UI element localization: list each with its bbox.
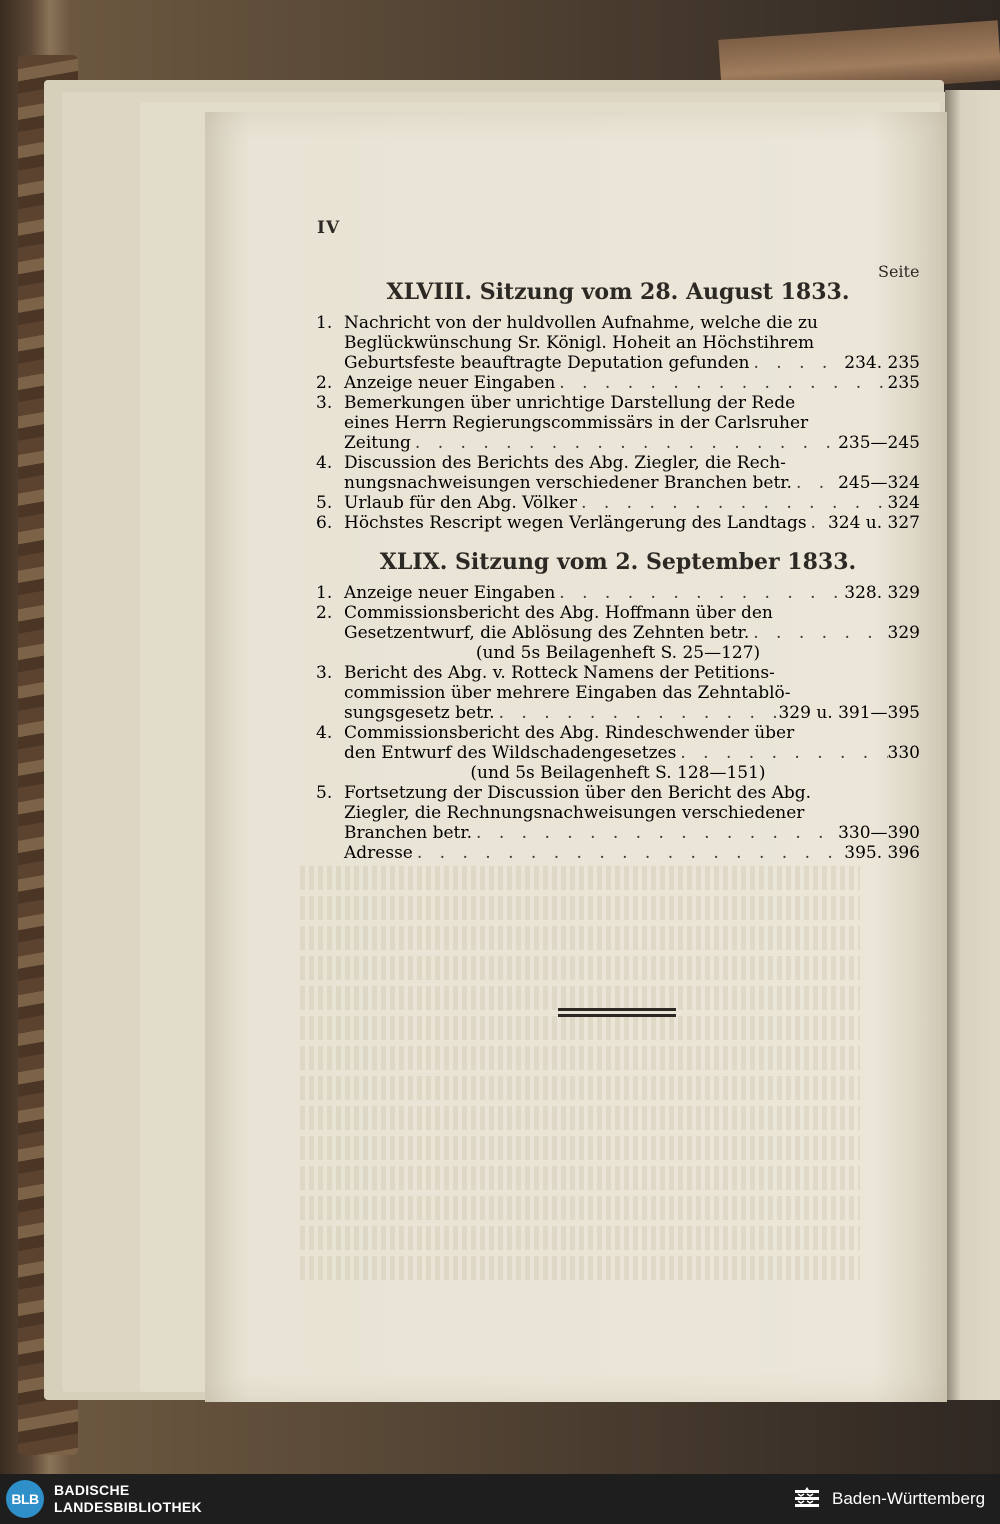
entry-text: Ziegler, die Rechnungsnachweisungen verschiedener xyxy=(344,803,805,823)
bw-lions-logo-icon xyxy=(792,1484,822,1514)
entry-text: den Entwurf des Wildschadengesetzes xyxy=(344,743,677,763)
entry-text: commission über mehrere Eingaben das Zehntablö- xyxy=(344,683,791,703)
session-heading: XLIX. Sitzung vom 2. September 1833. xyxy=(379,549,857,575)
toc-entry xyxy=(316,723,920,783)
blb-logo[interactable]: BLB xyxy=(6,1480,44,1518)
entry-text: sungsgesetz betr. xyxy=(344,703,495,723)
entry-number: 6. xyxy=(316,513,333,533)
entry-number: 3. xyxy=(316,393,333,413)
leader-dots xyxy=(750,353,845,373)
page-folio: IV xyxy=(317,218,341,238)
entry-number: 2. xyxy=(316,373,333,393)
bw-name[interactable]: Baden-Württemberg xyxy=(832,1489,986,1508)
page-reference: 245—324 xyxy=(838,473,920,493)
leader-dots xyxy=(495,703,779,723)
page-reference: 235—245 xyxy=(838,433,920,453)
toc-entry xyxy=(316,513,920,533)
toc-entry xyxy=(316,583,920,603)
entry-text: Branchen betr. xyxy=(344,823,473,843)
entry-text: Beglückwünschung Sr. Königl. Hoheit an Höchstihrem xyxy=(344,333,815,353)
page-reference: 330—390 xyxy=(838,823,920,843)
entry-number: 5. xyxy=(316,783,333,803)
blb-name-line1: BADISCHE xyxy=(54,1482,130,1498)
entry-text: Bemerkungen über unrichtige Darstellung der Rede xyxy=(344,393,796,413)
toc-entry xyxy=(316,373,920,393)
entry-text: Bericht des Abg. v. Rotteck Namens der Petitions- xyxy=(344,663,775,683)
leader-dots xyxy=(749,623,887,643)
entry-number: 1. xyxy=(316,313,333,333)
supplement-note: (und 5s Beilagenheft S. 25—127) xyxy=(475,643,761,663)
session-entries xyxy=(316,313,920,533)
blb-name[interactable] xyxy=(54,1482,202,1516)
closing-rule xyxy=(558,1008,676,1011)
toc-entry xyxy=(316,603,920,663)
entry-text: Höchstes Rescript wegen Verlängerung des Landtags xyxy=(344,513,807,533)
entry-text: Gesetzentwurf, die Ablösung des Zehnten betr. xyxy=(344,623,750,643)
entry-text: Urlaub für den Abg. Völker xyxy=(344,493,578,513)
page-reference: 328. 329 xyxy=(844,583,920,603)
toc-entry xyxy=(316,493,920,513)
entry-text: Anzeige neuer Eingaben xyxy=(344,373,556,393)
leader-dots xyxy=(807,513,828,533)
entry-text: Adresse xyxy=(344,843,413,863)
entry-number: 4. xyxy=(316,453,333,473)
session-entries xyxy=(316,583,920,863)
entry-text: Anzeige neuer Eingaben xyxy=(344,583,556,603)
entry-number: 1. xyxy=(316,583,333,603)
entry-text: eines Herrn Regierungscommissärs in der Carlsruher xyxy=(344,413,809,433)
closing-rule xyxy=(558,1014,676,1017)
page-reference: 329 xyxy=(887,623,920,643)
page-reference: 234. 235 xyxy=(844,353,920,373)
entry-text: Geburtsfeste beauftragte Deputation gefunden xyxy=(344,353,750,373)
toc-entry xyxy=(316,453,920,493)
blb-name-line2: LANDESBIBLIOTHEK xyxy=(54,1499,202,1515)
entry-number: 3. xyxy=(316,663,333,683)
entry-text: Discussion des Berichts des Abg. Ziegler, die Rech- xyxy=(344,453,786,473)
page-reference: 324 u. 327 xyxy=(827,513,920,533)
toc-entry xyxy=(316,393,920,453)
page-reference: 324 xyxy=(887,493,920,513)
page-reference: 330 xyxy=(887,743,920,763)
leader-dots xyxy=(555,583,844,603)
entry-number: 4. xyxy=(316,723,333,743)
entry-text: Commissionsbericht des Abg. Rindeschwender über xyxy=(344,723,795,743)
facing-page-edge xyxy=(945,90,1000,1400)
page-reference: 395. 396 xyxy=(844,843,920,863)
toc-entry xyxy=(316,313,920,373)
seite-label: Seite xyxy=(878,262,920,281)
leader-dots xyxy=(577,493,887,513)
toc-entry xyxy=(316,843,920,863)
footer-bar xyxy=(0,1474,1000,1524)
leader-dots xyxy=(411,433,838,453)
supplement-note: (und 5s Beilagenheft S. 128—151) xyxy=(470,763,766,783)
entry-text: Nachricht von der huldvollen Aufnahme, welche die zu xyxy=(344,313,818,333)
page-reference: 329 u. 391—395 xyxy=(778,703,920,723)
session-heading: XLVIII. Sitzung vom 28. August 1833. xyxy=(386,279,850,305)
leader-dots xyxy=(792,473,838,493)
leader-dots xyxy=(413,843,844,863)
page-reference: 235 xyxy=(887,373,920,393)
entry-text: Zeitung xyxy=(344,433,411,453)
toc-entry xyxy=(316,783,920,843)
entry-text: Fortsetzung der Discussion über den Bericht des Abg. xyxy=(344,783,812,803)
entry-number: 2. xyxy=(316,603,333,623)
leader-dots xyxy=(555,373,887,393)
toc-entry xyxy=(316,663,920,723)
entry-text: nungsnachweisungen verschiedener Branchen betr. xyxy=(344,473,792,493)
leader-dots xyxy=(472,823,838,843)
entry-text: Commissionsbericht des Abg. Hoffmann über den xyxy=(344,603,773,623)
entry-number: 5. xyxy=(316,493,333,513)
leader-dots xyxy=(676,743,887,763)
